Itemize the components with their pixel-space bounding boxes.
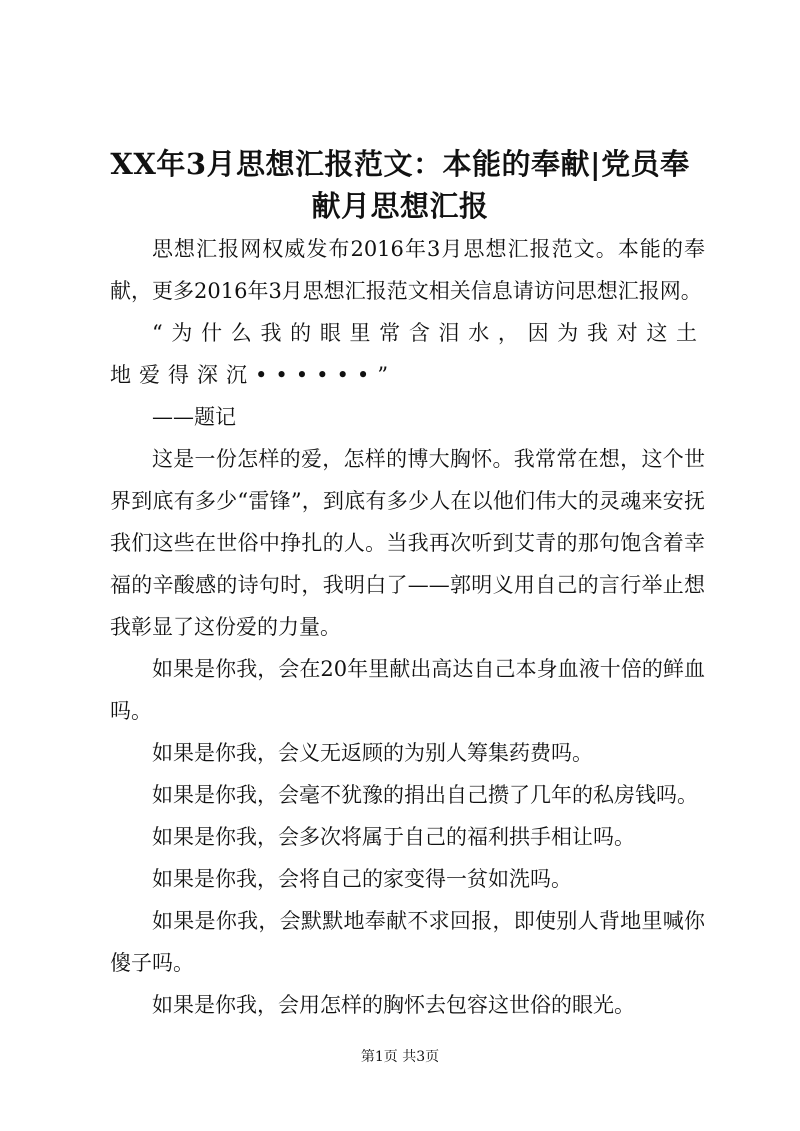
- question-paragraph: 如果是你我，会默默地奉献不求回报，即使别人背地里喊你傻子吗。: [110, 909, 705, 975]
- question-paragraph: 如果是你我，会用怎样的胸怀去包容这世俗的眼光。: [152, 993, 635, 1017]
- document-title: XX年3月思想汇报范文：本能的奉献|党员奉献月思想汇报: [110, 147, 690, 223]
- body-paragraph: 这是一份怎样的爱，怎样的博大胸怀。我常常在想，这个世界到底有多少“雷锋”，到底有多少人在以他们伟大的灵魂来安抚我们这些在世俗中挣扎的人。当我再次听到艾青的那句饱含着幸福的辛酸感的诗句时，我明白了——郭明义用自己的言行举止想我彰显了这份爱的力量。: [110, 447, 705, 639]
- epigraph-attribution: ——题记: [152, 405, 236, 429]
- question-paragraph: 如果是你我，会多次将属于自己的福利拱手相让吗。: [152, 825, 635, 849]
- question-paragraph: 如果是你我，会毫不犹豫的捐出自己攒了几年的私房钱吗。: [152, 783, 698, 807]
- intro-paragraph: 思想汇报网权威发布2016年3月思想汇报范文。本能的奉献，更多2016年3月思想汇报范文相关信息请访问思想汇报网。: [110, 237, 705, 303]
- question-paragraph: 如果是你我，会将自己的家变得一贫如洗吗。: [152, 867, 572, 891]
- page-number-footer: 第1页 共3页: [360, 1049, 440, 1065]
- question-paragraph: 如果是你我，会在20年里献出高达自己本身血液十倍的鲜血吗。: [110, 657, 705, 723]
- epigraph-quote: “为什么我的眼里常含泪水，因为我对这土地爱得深沉••••••”: [110, 321, 705, 387]
- document-body: [110, 228, 705, 1026]
- question-paragraph: 如果是你我，会义无返顾的为别人筹集药费吗。: [152, 741, 593, 765]
